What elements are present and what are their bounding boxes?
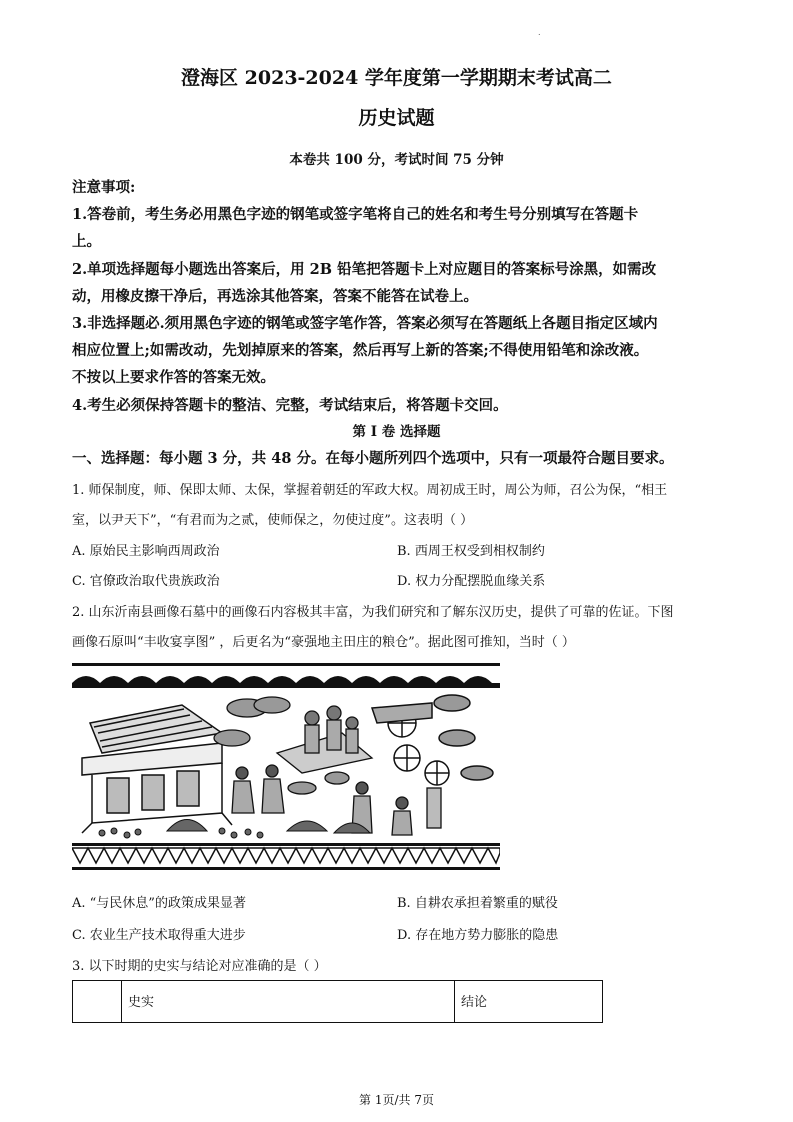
section-title: 第 I 卷 选择题 <box>352 424 441 440</box>
table-row <box>73 981 603 1023</box>
note-line: 动，用橡皮擦干净后，再选涂其他答案，答案不能答在试卷上。 <box>72 288 478 305</box>
q2-option-b[interactable]: B. 自耕农承担着繁重的赋役 <box>397 896 558 911</box>
q1-option-b[interactable]: B. 西周王权受到相权制约 <box>397 544 545 559</box>
q2-option-d[interactable]: D. 存在地方势力膨胀的隐患 <box>397 928 559 943</box>
note-line: 不按以上要求作答的答案无效。 <box>72 369 275 386</box>
q1-stem-line2: 室，以尹天下”，“有君而为之贰，使师保之，勿使过度”。这表明（ ） <box>72 513 474 528</box>
page-footer: 第 1页/共 7页 <box>359 1093 434 1107</box>
q2-stem-line2: 画像石原叫“丰收宴享图” ，后更名为“豪强地主田庄的粮仓”。据此图可推知，当时（ ） <box>72 635 575 650</box>
q2-option-a[interactable]: A. “与民休息”的政策成果显著 <box>72 896 246 911</box>
q2-option-c[interactable]: C. 农业生产技术取得重大进步 <box>72 928 246 943</box>
exam-meta: 本卷共 100 分，考试时间 75 分钟 <box>289 152 504 168</box>
q1-option-a[interactable]: A. 原始民主影响西周政治 <box>72 544 220 559</box>
q1-stem-line1: 1. 师保制度，师、保即太师、太保，掌握着朝廷的军政大权。周初成王时，周公为师，召公为保，“相王 <box>72 483 668 498</box>
note-line: 4.考生必须保持答题卡的整洁、完整，考试结束后，将答题卡交回。 <box>72 397 508 414</box>
note-line: 相应位置上;如需改动，先划掉原来的答案，然后再写上新的答案;不得使用铅笔和涂改液。 <box>72 342 649 359</box>
part-heading: 一、选择题：每小题 3 分，共 48 分。在每小题所列四个选项中，只有一项最符合题目要求。 <box>72 450 674 467</box>
notes-heading: 注意事项: <box>72 179 136 196</box>
q1-option-c[interactable]: C. 官僚政治取代贵族政治 <box>72 574 220 589</box>
note-line: 上。 <box>72 233 101 250</box>
q3-stem: 3. 以下时期的史实与结论对应准确的是（ ） <box>72 959 327 974</box>
q2-stem-line1: 2. 山东沂南县画像石墓中的画像石内容极其丰富，为我们研究和了解东汉历史，提供了可靠的佐证。下图 <box>72 605 674 620</box>
top-mark: . <box>538 28 541 37</box>
stone-relief-image <box>72 663 500 870</box>
table-cell-index <box>73 981 122 1023</box>
note-line: 3.非选择题必.须用黑色字迹的钢笔或签字笔作答，答案必须写在答题纸上各题目指定区域内 <box>72 315 658 332</box>
table-header-fact: 史实 <box>122 981 455 1023</box>
q3-table <box>72 980 603 1023</box>
note-line: 2.单项选择题每小题选出答案后，用 2B 铅笔把答题卡上对应题目的答案标号涂黑，如需改 <box>72 261 657 278</box>
q1-option-d[interactable]: D. 权力分配摆脱血缘关系 <box>397 574 546 589</box>
exam-subject: 历史试题 <box>358 107 435 129</box>
exam-title: 澄海区 2023-2024 学年度第一学期期末考试高二 <box>181 67 612 89</box>
table-header-conclusion: 结论 <box>455 981 603 1023</box>
note-line: 1.答卷前，考生务必用黑色字迹的钢笔或签字笔将自己的姓名和考生号分别填写在答题卡 <box>72 206 639 223</box>
